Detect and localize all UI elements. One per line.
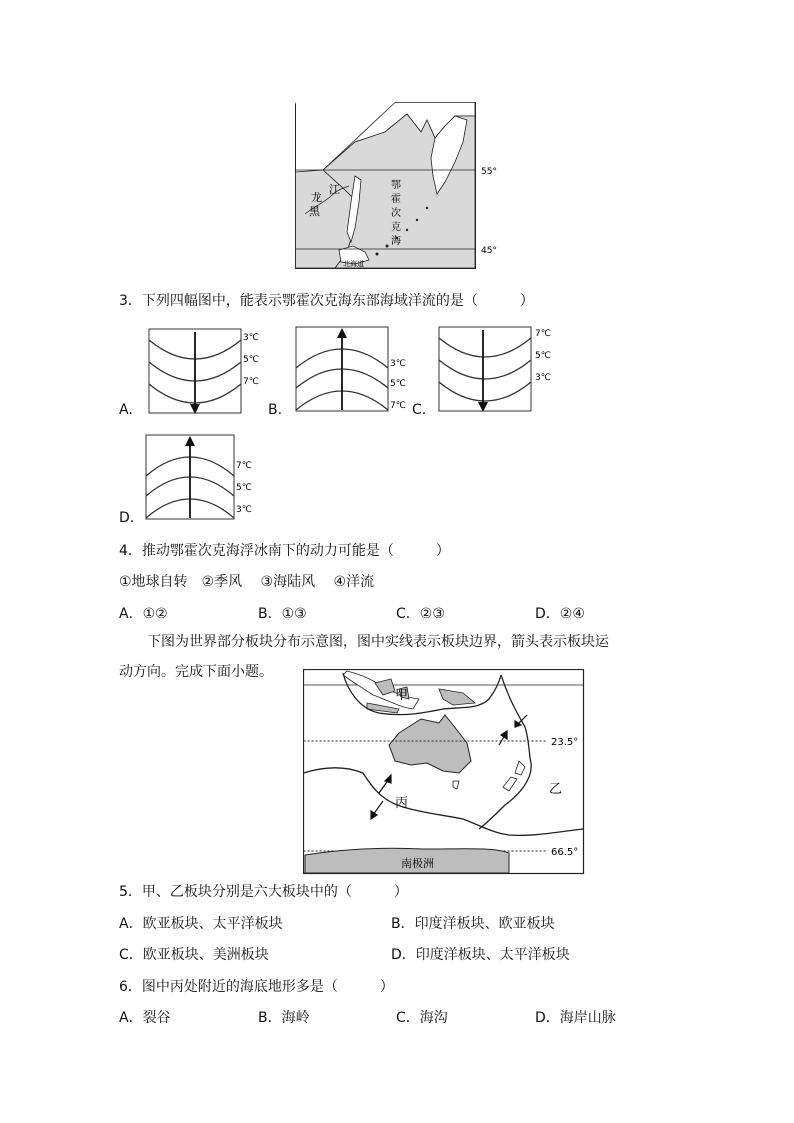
q3-option-b-letter[interactable]: B.	[268, 402, 283, 418]
lat-55-label: 55°	[481, 167, 497, 177]
q6-option-b[interactable]: B．海岭	[258, 1010, 310, 1026]
q3-option-d-letter[interactable]: D.	[119, 510, 135, 526]
q5-option-c[interactable]: C．欧亚板块、美洲板块	[119, 947, 269, 963]
sea-name-3: 次	[391, 208, 401, 219]
q6-option-a[interactable]: A．裂谷	[119, 1010, 171, 1026]
svg-text:5℃: 5℃	[390, 379, 406, 389]
q3-stem: 3．下列四幅图中，能表示鄂霍次克海东部海域洋流的是（ ）	[119, 293, 534, 309]
intro-line-2: 动方向。完成下面小题。	[119, 664, 273, 680]
q3-option-a-letter[interactable]: A.	[119, 402, 133, 418]
svg-text:3℃: 3℃	[390, 359, 406, 369]
svg-text:5℃: 5℃	[236, 483, 252, 493]
q3-option-b-diagram[interactable]	[295, 326, 415, 416]
hokkaido-label: 北海道	[343, 260, 364, 268]
q5-option-d[interactable]: D．印度洋板块、太平洋板块	[391, 947, 570, 963]
svg-text:3℃: 3℃	[243, 333, 259, 343]
q3-option-d-diagram[interactable]	[145, 434, 265, 524]
q3-option-c-diagram[interactable]	[438, 326, 558, 416]
svg-text:5℃: 5℃	[243, 355, 259, 365]
river-char-3: 江	[329, 183, 340, 196]
svg-text:5℃: 5℃	[535, 351, 551, 361]
sea-name-4: 克	[391, 222, 401, 233]
q3-option-a-diagram[interactable]	[148, 328, 268, 418]
antarctica-label: 南极洲	[401, 857, 434, 870]
sea-name-2: 霍	[391, 194, 401, 205]
polar-label: 66.5°	[551, 847, 579, 858]
svg-text:7℃: 7℃	[390, 401, 406, 411]
river-char-2: 龙	[311, 191, 322, 204]
lat-45-label: 45°	[481, 246, 497, 256]
svg-text:3℃: 3℃	[236, 505, 252, 515]
label-bing: 丙	[395, 796, 409, 811]
q4-option-d[interactable]: D．②④	[535, 606, 585, 622]
q4-option-a[interactable]: A．①②	[119, 606, 168, 622]
label-jia: 甲	[395, 688, 409, 703]
plates-map	[303, 669, 593, 877]
tropic-label: 23.5°	[551, 737, 579, 748]
q3-option-c-letter[interactable]: C.	[412, 402, 427, 418]
q4-option-c[interactable]: C．②③	[396, 606, 445, 622]
intro-line-1: 下图为世界部分板块分布示意图，图中实线表示板块边界，箭头表示板块运	[147, 634, 609, 650]
river-char-1: 黑	[309, 205, 320, 218]
q4-stem: 4．推动鄂霍次克海浮冰南下的动力可能是（ ）	[119, 543, 450, 559]
q6-stem: 6．图中丙处附近的海底地形多是（ ）	[119, 979, 394, 995]
q5-option-a[interactable]: A．欧亚板块、太平洋板块	[119, 916, 283, 932]
label-yi: 乙	[549, 782, 563, 797]
svg-text:7℃: 7℃	[236, 461, 252, 471]
q6-option-d[interactable]: D．海岸山脉	[535, 1010, 616, 1026]
sea-name-1: 鄂	[391, 180, 401, 191]
q4-option-b[interactable]: B．①③	[258, 606, 307, 622]
svg-text:3℃: 3℃	[535, 373, 551, 383]
svg-text:7℃: 7℃	[535, 329, 551, 339]
sea-name-5: 海	[391, 236, 401, 247]
q5-option-b[interactable]: B．印度洋板块、欧亚板块	[391, 916, 555, 932]
okhotsk-map	[295, 102, 505, 272]
svg-text:7℃: 7℃	[243, 377, 259, 387]
q6-option-c[interactable]: C．海沟	[396, 1010, 448, 1026]
q5-stem: 5．甲、乙板块分别是六大板块中的（ ）	[119, 884, 408, 900]
q4-items: ①地球自转 ②季风 ③海陆风 ④洋流	[119, 574, 375, 590]
